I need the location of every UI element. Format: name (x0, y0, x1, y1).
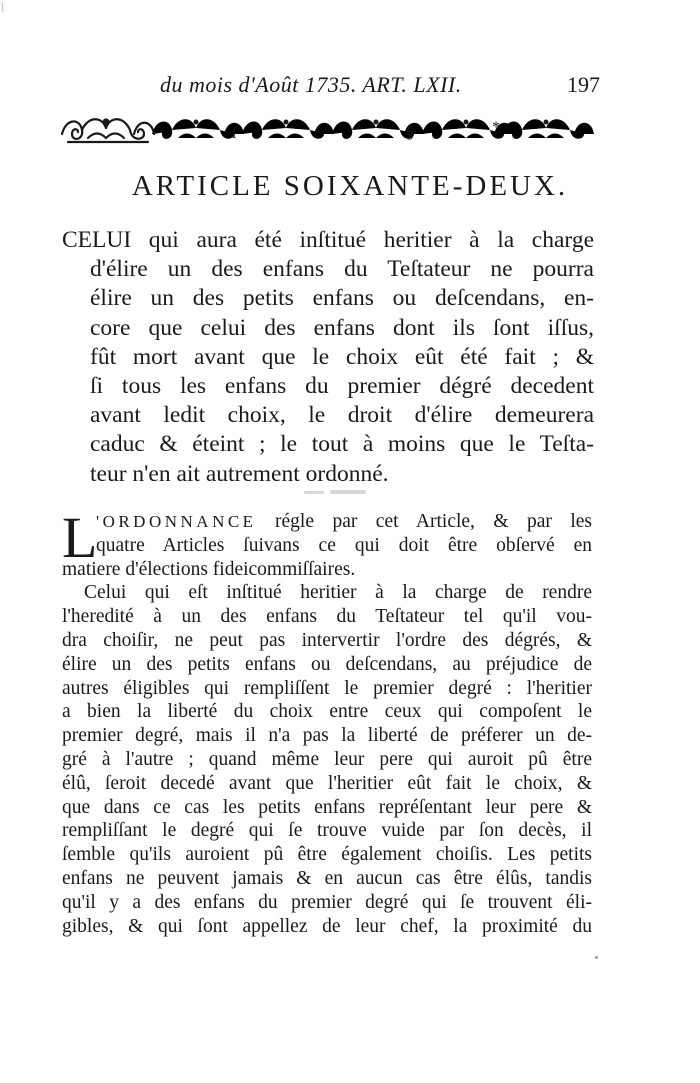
commentary-line: Celui qui eſt inſtitué heritier à la charge de rendre (84, 582, 592, 604)
ordinance-line: élire un des petits enfans ou deſcendans, en- (90, 285, 594, 312)
floral-scroll-ornament-icon (58, 108, 598, 150)
commentary-line: rempliſſant le degré qui ſe trouve vuide par ſon decès, il (62, 820, 592, 842)
commentary-line: l'heredité à un des enfans du Teſtateur tel qu'il vou- (62, 606, 592, 628)
ordinance-line: ſi tous les enfans du premier dégré decedent (90, 373, 594, 400)
commentary-line: élire un des petits enfans ou deſcendans, au préjudice de (62, 653, 592, 675)
commentary-line: gibles, & qui ſont appellez de leur chef, la proximité du (62, 915, 592, 937)
margin-speck (595, 956, 598, 959)
commentary-line: qu'il y a des enfans du premier degré qui ſe trouvent éli- (62, 891, 592, 913)
bleed-through-smudge (300, 486, 380, 500)
commentary-line: autres éligibles qui rempliſſent le premier degré : l'heritier (62, 677, 592, 699)
commentary-line: élû, ſeroit decedé avant que l'heritier eût fait le choix, & (62, 772, 592, 794)
ordinance-line: core que celui des enfans dont ils ſont iſſus, (90, 314, 594, 341)
commentary-line: a bien la liberté du choix entre ceux qui compoſent le (62, 701, 592, 723)
running-head-title: du mois d'Août 1735. ART. LXII. (160, 72, 462, 97)
ordinance-text-block (62, 226, 594, 489)
first-word-small-caps: 'ORDONNANCE (96, 512, 257, 531)
ordinance-line: fût mort avant que le choix eût été fait ; & (90, 343, 594, 370)
drop-cap: L (62, 505, 98, 570)
ordinance-line: teur n'en ait autrement ordonné. (90, 460, 389, 487)
svg-text:*: * (492, 119, 500, 136)
article-heading: ARTICLE SOIXANTE-DEUX. (131, 170, 569, 202)
commentary-line: enfans ne peuvent jamais & en aucun cas être élûs, tandis (62, 867, 592, 889)
commentary-line: matiere d'élections fideicommiſſaires. (62, 558, 356, 580)
commentary-text-block (62, 505, 592, 938)
svg-text:ſ: ſ (232, 125, 237, 142)
running-head (150, 72, 600, 102)
page-number: 197 (567, 72, 600, 97)
ordinance-line: CELUI qui aura été inſtitué heritier à la charge (62, 227, 594, 253)
commentary-line: quatre Articles ſuivans ce qui doit être obſervé en (96, 534, 592, 556)
ordinance-line: caduc & éteint ; le tout à moins que le Teſta- (90, 431, 594, 458)
commentary-line: premier degré, mais il n'a pas la liberté de préferer un de- (62, 725, 592, 747)
commentary-line (62, 510, 592, 534)
commentary-line: gré à l'autre ; quand même leur pere qui auroit pû être (62, 748, 592, 770)
ordinance-line: avant ledit choix, le droit d'élire demeurera (90, 402, 594, 429)
page-edge-mark (0, 0, 8, 14)
svg-text:§: § (406, 125, 414, 142)
commentary-line: que dans ce cas les petits enfans repréſentant leur pere & (62, 796, 592, 818)
commentary-line-text: régle par cet Article, & par les (256, 511, 592, 532)
commentary-line: dra choiſir, ne peut pas intervertir l'ordre des dégrés, & (62, 629, 592, 651)
ordinance-line: d'élire un des enfans du Teſtateur ne pourra (90, 256, 594, 283)
commentary-line: ſemble qu'ils auroient pû être également choiſis. Les petits (62, 844, 592, 866)
